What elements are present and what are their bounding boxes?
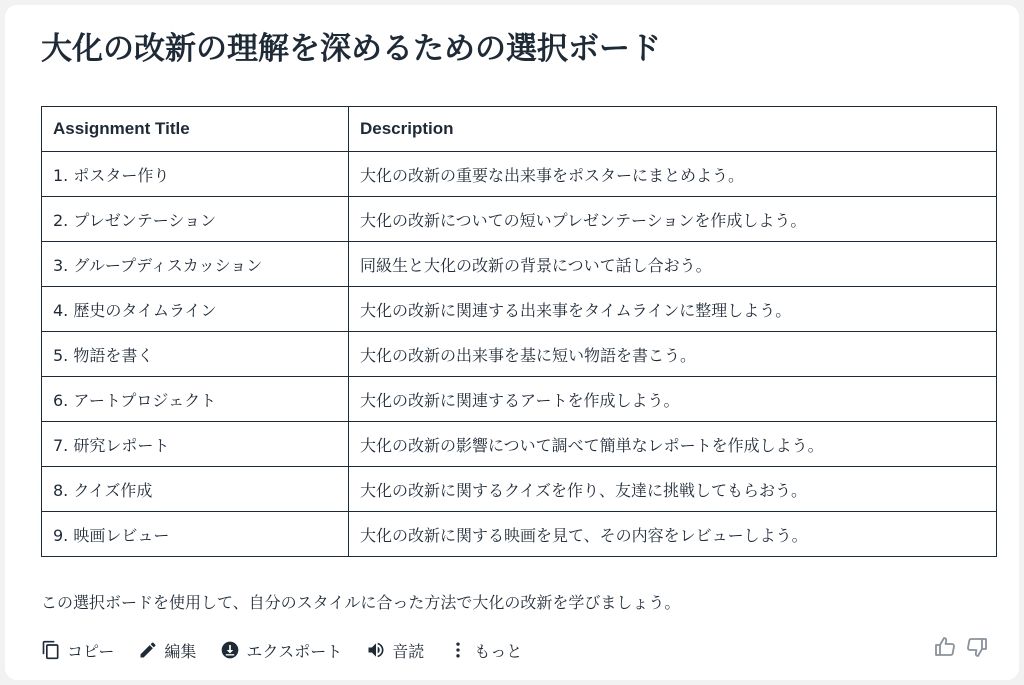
more-button[interactable] <box>448 639 522 662</box>
table-row <box>42 197 997 242</box>
assignment-title-cell: 5. 物語を書く <box>42 332 349 377</box>
assignment-description-cell: 大化の改新の重要な出来事をポスターにまとめよう。 <box>349 152 997 197</box>
table-header-row <box>42 107 997 152</box>
assignment-title-cell: 8. クイズ作成 <box>42 467 349 512</box>
more-label: もっと <box>474 641 523 661</box>
edit-button[interactable] <box>138 639 196 662</box>
assignment-description-cell: 大化の改新に関する映画を見て、その内容をレビューしよう。 <box>349 512 997 557</box>
column-header-title: Assignment Title <box>42 107 349 152</box>
assignment-title-cell: 3. グループディスカッション <box>42 242 349 287</box>
copy-label: コピー <box>67 641 115 661</box>
download-icon <box>220 640 240 660</box>
assignment-table <box>41 106 997 557</box>
pencil-icon <box>138 640 158 660</box>
assignment-title-cell: 9. 映画レビュー <box>42 512 349 557</box>
table-row <box>42 422 997 467</box>
table-row <box>42 287 997 332</box>
assignment-description-cell: 大化の改新に関するクイズを作り、友達に挑戦してもらおう。 <box>349 467 997 512</box>
thumbs-down-icon[interactable] <box>965 635 989 659</box>
read-aloud-label: 音読 <box>392 641 425 661</box>
assignment-title-cell: 7. 研究レポート <box>42 422 349 467</box>
assignment-description-cell: 大化の改新に関連する出来事をタイムラインに整理しよう。 <box>349 287 997 332</box>
speaker-icon <box>366 640 386 660</box>
more-vertical-icon <box>448 640 468 660</box>
page-title: 大化の改新の理解を深めるための選択ボード <box>41 31 661 67</box>
assignment-description-cell: 大化の改新についての短いプレゼンテーションを作成しよう。 <box>349 197 997 242</box>
table-row <box>42 152 997 197</box>
action-toolbar <box>41 637 546 663</box>
export-label: エクスポート <box>246 641 343 661</box>
read-aloud-button[interactable] <box>366 639 424 662</box>
table-row <box>42 332 997 377</box>
closing-note: この選択ボードを使用して、自分のスタイルに合った方法で大化の改新を学びましょう。 <box>41 593 681 612</box>
assignment-description-cell: 大化の改新に関連するアートを作成しよう。 <box>349 377 997 422</box>
column-header-description: Description <box>349 107 997 152</box>
assignment-description-cell: 大化の改新の出来事を基に短い物語を書こう。 <box>349 332 997 377</box>
table-row <box>42 377 997 422</box>
copy-button[interactable] <box>41 639 114 662</box>
response-card <box>5 5 1019 680</box>
assignment-title-cell: 1. ポスター作り <box>42 152 349 197</box>
table-row <box>42 242 997 287</box>
edit-label: 編集 <box>164 641 197 661</box>
copy-icon <box>41 640 61 660</box>
assignment-description-cell: 同級生と大化の改新の背景について話し合おう。 <box>349 242 997 287</box>
assignment-title-cell: 2. プレゼンテーション <box>42 197 349 242</box>
table-row <box>42 467 997 512</box>
assignment-title-cell: 4. 歴史のタイムライン <box>42 287 349 332</box>
assignment-description-cell: 大化の改新の影響について調べて簡単なレポートを作成しよう。 <box>349 422 997 467</box>
feedback-buttons <box>925 635 989 659</box>
table-row <box>42 512 997 557</box>
export-button[interactable] <box>220 639 342 662</box>
assignment-title-cell: 6. アートプロジェクト <box>42 377 349 422</box>
thumbs-up-icon[interactable] <box>933 635 957 659</box>
